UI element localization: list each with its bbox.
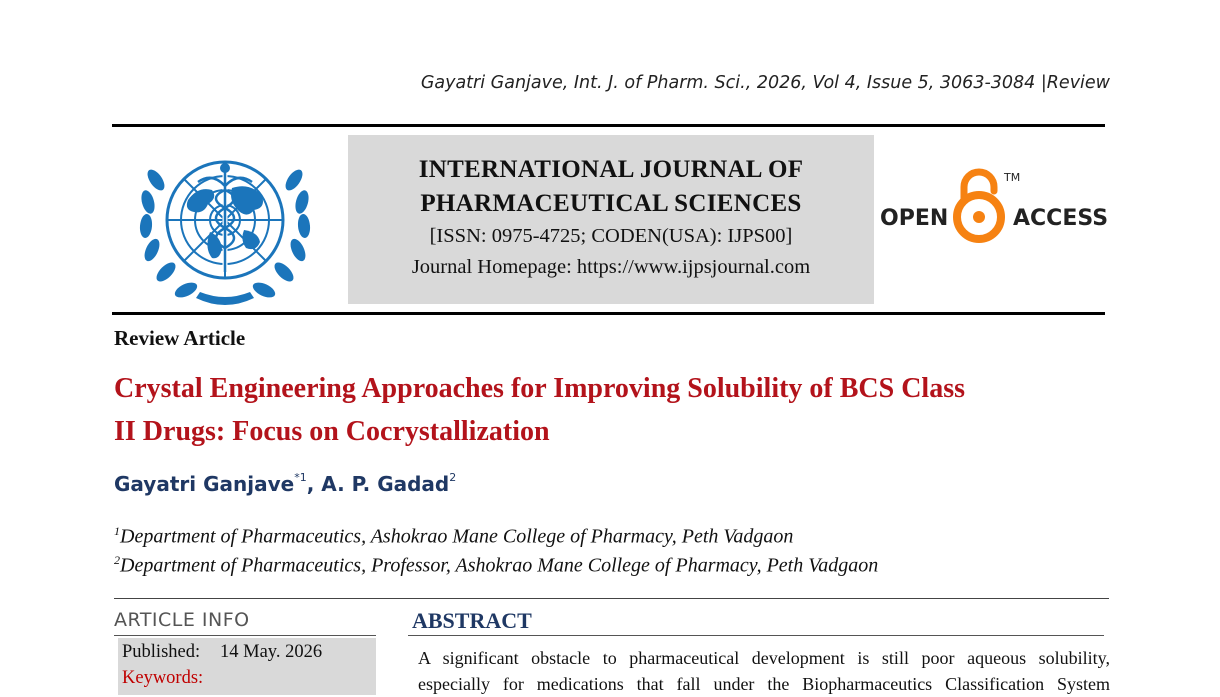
article-title: [114, 367, 1104, 453]
author-name: Gayatri Ganjave: [114, 472, 295, 496]
open-access-access-text: ACCESS: [1013, 206, 1109, 231]
article-info-heading: ARTICLE INFO: [114, 609, 250, 631]
affiliation: [114, 553, 878, 578]
abstract-heading: ABSTRACT: [412, 608, 532, 633]
journal-emblem-icon: [126, 140, 324, 308]
keywords-label: Keywords:: [122, 668, 204, 688]
abstract-text: [418, 645, 1110, 697]
abstract-line: A significant obstacle to pharmaceutical development is still poor aqueous solubility,: [418, 648, 1110, 668]
header-rule-top: [112, 124, 1105, 127]
abstract-line: especially for medications that fall under the Biopharmaceutics Classification System: [418, 674, 1110, 694]
affiliation-number: 2: [114, 553, 120, 567]
open-access-open-text: OPEN: [880, 206, 949, 231]
article-type: Review Article: [114, 326, 246, 350]
journal-name-line1: INTERNATIONAL JOURNAL OF: [418, 156, 804, 183]
open-lock-icon: [957, 172, 1001, 239]
affiliation-text: Department of Pharmaceutics, Professor, Ashokrao Mane College of Pharmacy, Peth Vadgaon: [120, 554, 879, 577]
author-list: [114, 472, 456, 496]
journal-masthead: [348, 135, 874, 304]
open-access-logo: [880, 165, 1110, 255]
published-label: Published:: [122, 642, 201, 662]
abstract-rule: [408, 635, 1104, 636]
published-row: [122, 642, 322, 663]
running-head: Gayatri Ganjave, Int. J. of Pharm. Sci., 2026, Vol 4, Issue 5, 3063-3084 |Review: [420, 73, 1110, 93]
journal-homepage: Journal Homepage: https://www.ijpsjournal.com: [411, 256, 811, 278]
affiliation-text: Department of Pharmaceutics, Ashokrao Mane College of Pharmacy, Peth Vadgaon: [120, 525, 794, 548]
open-access-tm: TM: [1004, 171, 1021, 184]
journal-name-line2: PHARMACEUTICAL SCIENCES: [420, 190, 802, 217]
author-name: A. P. Gadad: [321, 472, 450, 496]
header-rule-bottom: [112, 312, 1105, 315]
affiliation: [114, 524, 793, 549]
author-separator: ,: [306, 472, 322, 496]
article-info-rule: [114, 635, 376, 636]
author-affiliation-marker: 2: [449, 471, 457, 485]
published-date: 14 May. 2026: [220, 642, 323, 662]
article-title-line2: II Drugs: Focus on Cocrystallization: [114, 416, 550, 447]
author-affiliation-marker: *1: [294, 471, 307, 485]
article-title-line1: Crystal Engineering Approaches for Improving Solubility of BCS Class: [114, 373, 966, 404]
journal-issn: [ISSN: 0975-4725; CODEN(USA): IJPS00]: [429, 225, 793, 247]
affiliation-number: 1: [114, 524, 120, 538]
section-divider: [114, 598, 1109, 599]
